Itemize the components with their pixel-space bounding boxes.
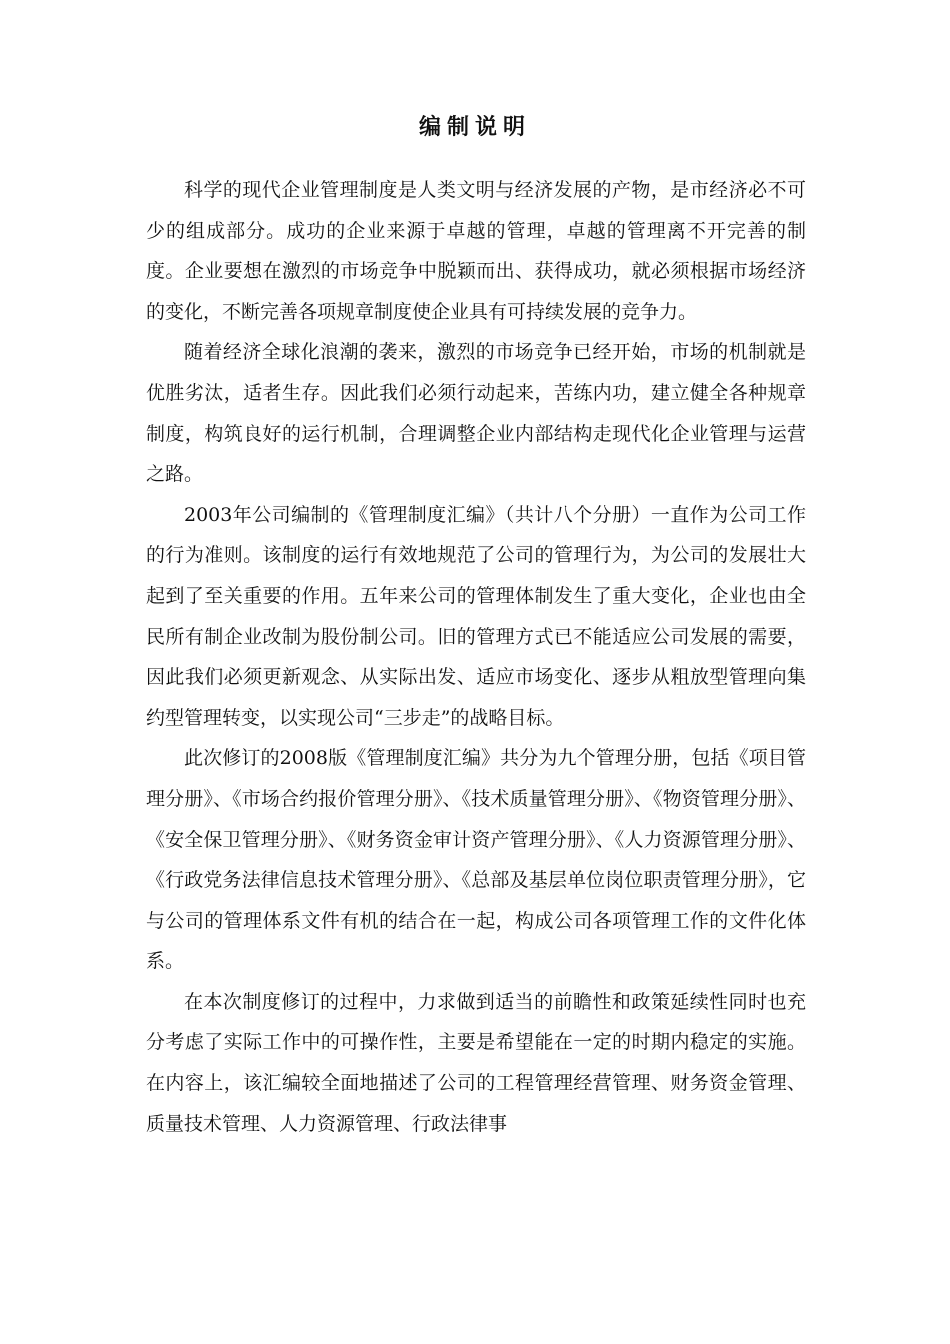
document-body — [146, 170, 806, 1144]
document-title: 编制说明 — [418, 115, 531, 140]
paragraph-3: 2003年公司编制的《管理制度汇编》（共计八个分册）一直作为公司工作的行为准则。该制度的运行有效地规范了公司的管理行为，为公司的发展壮大起到了至关重要的作用。五年来公司的管理体制发生了重大变化，企业也由全民所有制企业改制为股份制公司。旧的管理方式已不能适应公司发展的需要，因此我们必须更新观念、从实际出发、适应市场变化、逐步从粗放型管理向集约型管理转变，以实现公司“三步走”的战略目标。 — [146, 503, 806, 729]
paragraph-1: 科学的现代企业管理制度是人类文明与经济发展的产物，是市经济必不可少的组成部分。成功的企业来源于卓越的管理，卓越的管理离不开完善的制度。企业要想在激烈的市场竞争中脱颖而出、获得成功，就必须根据市场经济的变化，不断完善各项规章制度使企业具有可持续发展的竞争力。 — [146, 179, 806, 323]
paragraph-2: 随着经济全球化浪潮的袭来，激烈的市场竞争已经开始，市场的机制就是优胜劣汰，适者生存。因此我们必须行动起来，苦练内功，建立健全各种规章制度，构筑良好的运行机制，合理调整企业内部结构走现代化企业管理与运营之路。 — [146, 341, 806, 486]
paragraph-5: 在本次制度修订的过程中，力求做到适当的前瞻性和政策延续性同时也充分考虑了实际工作中的可操作性，主要是希望能在一定的时期内稳定的实施。在内容上，该汇编较全面地描述了公司的工程管理经营管理、财务资金管理、质量技术管理、人力资源管理、行政法律事 — [146, 990, 806, 1135]
paragraph-4: 此次修订的2008版《管理制度汇编》共分为九个管理分册，包括《项目管理分册》、《市场合约报价管理分册》、《技术质量管理分册》、《物资管理分册》、《安全保卫管理分册》、《财务资金审计资产管理分册》、《人力资源管理分册》、《行政党务法律信息技术管理分册》、《总部及基层单位岗位职责管理分册》，它与公司的管理体系文件有机的结合在一起，构成公司各项管理工作的文件化体系。 — [146, 747, 806, 973]
